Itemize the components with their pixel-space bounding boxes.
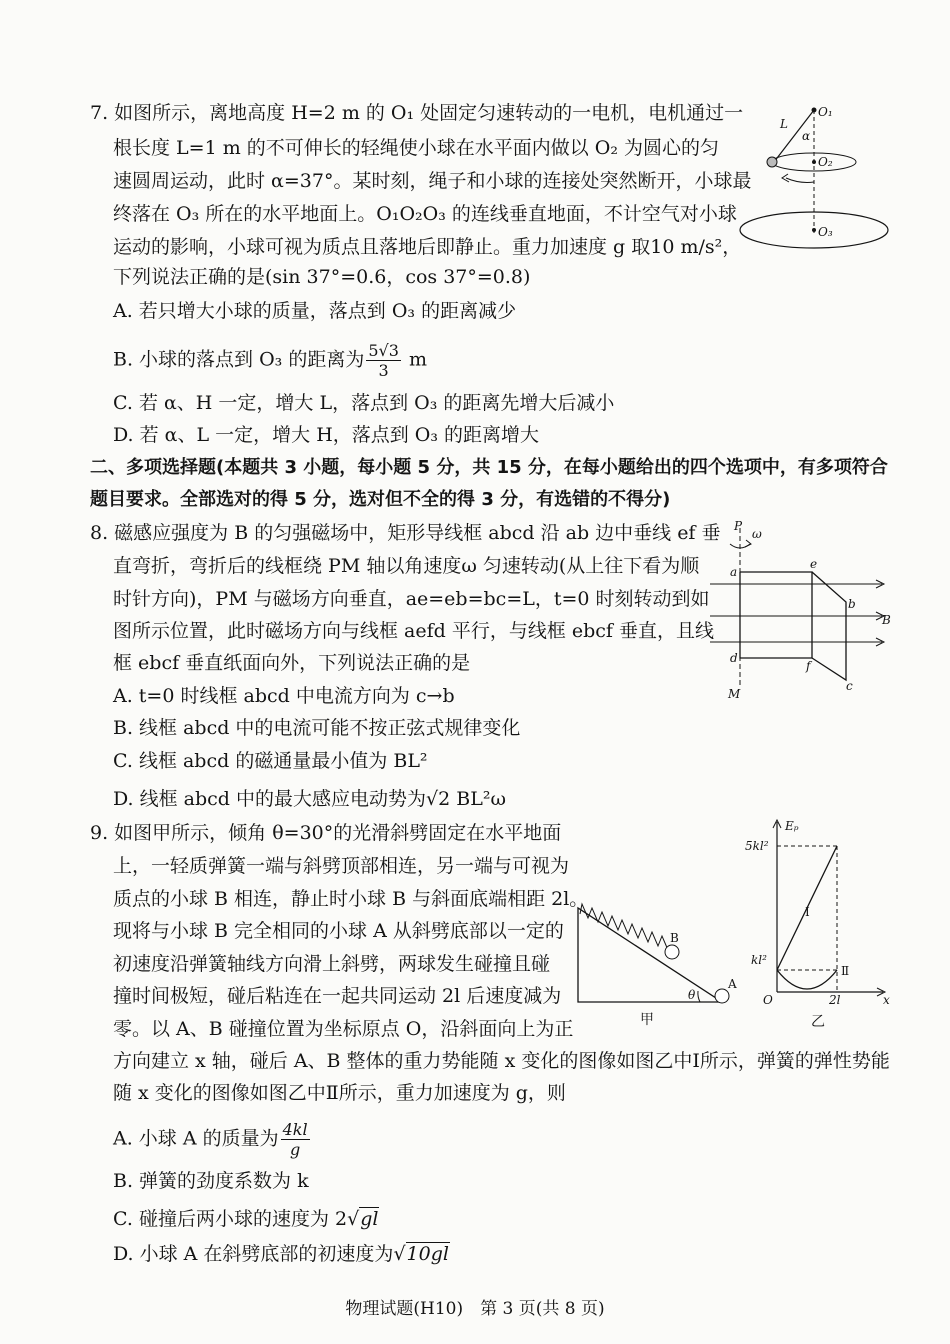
q7-option-b	[113, 341, 427, 380]
q9-label-theta: θ	[688, 988, 696, 1002]
q9-stem-line-6: 撞时间极短，碰后粘连在一起共同运动 2l 后速度减为	[113, 985, 562, 1007]
q8-option-b: B. 线框 abcd 中的电流可能不按正弦式规律变化	[113, 717, 521, 739]
q7-point-o1	[812, 108, 817, 113]
q8-figure	[700, 514, 900, 704]
q8-label-field-b: B	[882, 613, 891, 627]
q8-label-f: f	[806, 659, 811, 673]
q7-ball	[767, 157, 777, 167]
q9-stem-line-9: 随 x 变化的图像如图乙中Ⅱ所示，重力加速度为 g，则	[113, 1082, 566, 1104]
q9-option-d	[113, 1241, 450, 1267]
q8-label-c: c	[846, 679, 853, 693]
q7-point-o2	[812, 160, 816, 164]
q7-stem-line-6: 下列说法正确的是(sin 37°=0.6，cos 37°=0.8)	[113, 266, 531, 288]
q9-curve-ii	[777, 970, 837, 989]
q9-stem-line-4: 现将与小球 B 完全相同的小球 A 从斜劈底部以一定的	[113, 920, 564, 942]
q7-label-l: L	[780, 117, 788, 131]
q7-option-b-fraction	[366, 341, 401, 380]
q7-label-alpha: α	[802, 129, 811, 143]
q7-stem-line-3: 速圆周运动，此时 α=37°。某时刻，绳子和小球的连接处突然断开，小球最	[113, 170, 752, 192]
q9-label-b: B	[670, 931, 679, 945]
q7-stem-line-1: 7. 如图所示，离地高度 H=2 m 的 O₁ 处固定匀速转动的一电机，电机通过一	[90, 102, 744, 124]
q8-stem-line-3: 时针方向)，PM 与磁场方向垂直，ae=eb=bc=L，t=0 时刻转动到如	[113, 588, 710, 610]
q9-label-a: A	[728, 977, 737, 991]
q9-spring	[580, 904, 668, 950]
q7-rotation-arrowhead	[782, 174, 789, 182]
q9-stem-line-3: 质点的小球 B 相连，静止时小球 B 与斜面底端相距 2l。	[113, 888, 589, 910]
page-footer: 物理试题(H10) 第 3 页(共 8 页)	[345, 1299, 605, 1319]
q8-label-d: d	[730, 651, 738, 665]
q9-label-5kl2: 5kl²	[745, 839, 769, 853]
q9-option-c-prefix: C. 碰撞后两小球的速度为 2	[113, 1208, 348, 1230]
q7-stem-line-2: 根长度 L=1 m 的不可伸长的轻绳使小球在水平面内做以 O₂ 为圆心的匀	[113, 137, 720, 159]
q7-figure	[730, 96, 900, 276]
q9-ball-b	[665, 945, 679, 959]
q9-figure-jia	[572, 898, 742, 1033]
q9-caption-yi: 乙	[811, 1014, 825, 1030]
q8-stem-line-2: 直弯折，弯折后的线框绕 PM 轴以角速度ω 匀速转动(从上往下看为顺	[113, 555, 700, 577]
q7-option-a: A. 若只增大小球的质量，落点到 O₃ 的距离减少	[113, 300, 517, 322]
q9-stem-line-2: 上，一轻质弹簧一端与斜劈顶部相连，另一端与可视为	[113, 855, 570, 877]
section-2-heading-line-2: 题目要求。全部选对的得 5 分，选对但不全的得 3 分，有选错的不得分)	[90, 489, 671, 510]
q7-option-d: D. 若 α、L 一定，增大 H，落点到 O₃ 的距离增大	[113, 424, 540, 446]
q8-option-a: A. t=0 时线框 abcd 中电流方向为 c→b	[113, 685, 455, 707]
q9-figure-yi	[745, 814, 895, 1034]
q8-label-m: M	[728, 687, 741, 701]
q9-option-a-denominator: g	[289, 1140, 301, 1159]
q9-option-d-radical-sign: √	[393, 1243, 406, 1265]
q9-option-d-radicand: 10gl	[406, 1243, 449, 1265]
q7-point-o3	[812, 228, 816, 232]
q7-option-c: C. 若 α、H 一定，增大 L，落点到 O₃ 的距离先增大后减小	[113, 392, 615, 414]
q9-label-i: Ⅰ	[805, 905, 810, 919]
q9-option-a-prefix: A. 小球 A 的质量为	[113, 1127, 279, 1150]
q9-label-ep: Eₚ	[785, 819, 799, 833]
q8-option-c: C. 线框 abcd 的磁通量最小值为 BL²	[113, 750, 428, 772]
q7-option-b-numerator: 5√3	[368, 341, 399, 360]
q7-rotation-arrow	[786, 178, 814, 183]
q9-option-a	[113, 1120, 312, 1159]
q8-label-p: P	[734, 519, 743, 533]
q9-label-2l: 2l	[829, 993, 841, 1007]
q7-option-b-unit: m	[408, 348, 427, 371]
q8-stem-line-4: 图所示位置，此时磁场方向与线框 aefd 平行，与线框 ebcf 垂直，且线	[113, 620, 715, 642]
q9-option-a-fraction	[281, 1120, 310, 1159]
q8-label-omega: ω	[752, 527, 762, 541]
q9-wedge	[578, 908, 722, 1002]
q8-option-d: D. 线框 abcd 中的最大感应电动势为√2 BL²ω	[113, 788, 506, 810]
section-2-heading-line-1: 二、多项选择题(本题共 3 小题，每小题 5 分，共 15 分，在每小题给出的四个选项中，有多项符合	[90, 457, 888, 478]
q7-label-o2: O₂	[818, 155, 833, 169]
q9-label-ii: Ⅱ	[841, 964, 850, 978]
q8-label-e: e	[810, 557, 818, 571]
q8-frame-aefd	[740, 572, 812, 658]
q8-stem-line-1: 8. 磁感应强度为 B 的匀强磁场中，矩形导线框 abcd 沿 ab 边中垂线 ef 垂	[90, 522, 721, 544]
q7-label-o1: O₁	[818, 105, 833, 119]
q9-option-a-numerator: 4kl	[282, 1120, 308, 1139]
q7-label-o3: O₃	[818, 225, 833, 239]
q9-ball-a	[715, 989, 729, 1003]
q7-option-b-prefix: B. 小球的落点到 O₃ 的距离为	[113, 348, 365, 371]
q9-caption-jia: 甲	[640, 1012, 654, 1028]
q9-option-b: B. 弹簧的劲度系数为 k	[113, 1170, 309, 1192]
q9-angle-arc	[698, 991, 700, 1002]
q9-option-c-radical-sign: √	[347, 1208, 360, 1230]
q8-stem-line-5: 框 ebcf 垂直纸面向外，下列说法正确的是	[113, 652, 471, 674]
q8-frame-ebcf	[812, 572, 846, 680]
q9-label-origin: O	[763, 993, 773, 1007]
q9-stem-line-5: 初速度沿弹簧轴线方向滑上斜劈，两球发生碰撞且碰	[113, 953, 551, 975]
q9-stem-line-7: 零。以 A、B 碰撞位置为坐标原点 O，沿斜面向上为正	[113, 1018, 574, 1040]
q8-label-a: a	[730, 565, 738, 579]
q9-stem-line-8: 方向建立 x 轴，碰后 A、B 整体的重力势能随 x 变化的图像如图乙中Ⅰ所示，弹簧的弹性势能	[113, 1050, 890, 1072]
q9-option-d-prefix: D. 小球 A 在斜劈底部的初速度为	[113, 1243, 394, 1265]
q8-label-b: b	[848, 597, 856, 611]
q9-option-c-radicand: gl	[360, 1208, 379, 1230]
q9-stem-line-1: 9. 如图甲所示，倾角 θ=30°的光滑斜劈固定在水平地面	[90, 822, 562, 844]
q7-option-b-denominator: 3	[378, 361, 389, 380]
q7-stem-line-5: 运动的影响，小球可视为质点且落地后即静止。重力加速度 g 取10 m/s²，	[113, 236, 742, 258]
q8-rotation-arrowhead	[745, 540, 751, 547]
q7-stem-line-4: 终落在 O₃ 所在的水平地面上。O₁O₂O₃ 的连线垂直地面，不计空气对小球	[113, 203, 737, 225]
q9-option-c	[113, 1206, 379, 1232]
q9-label-kl2: kl²	[751, 953, 767, 967]
q9-label-x: x	[883, 993, 890, 1007]
